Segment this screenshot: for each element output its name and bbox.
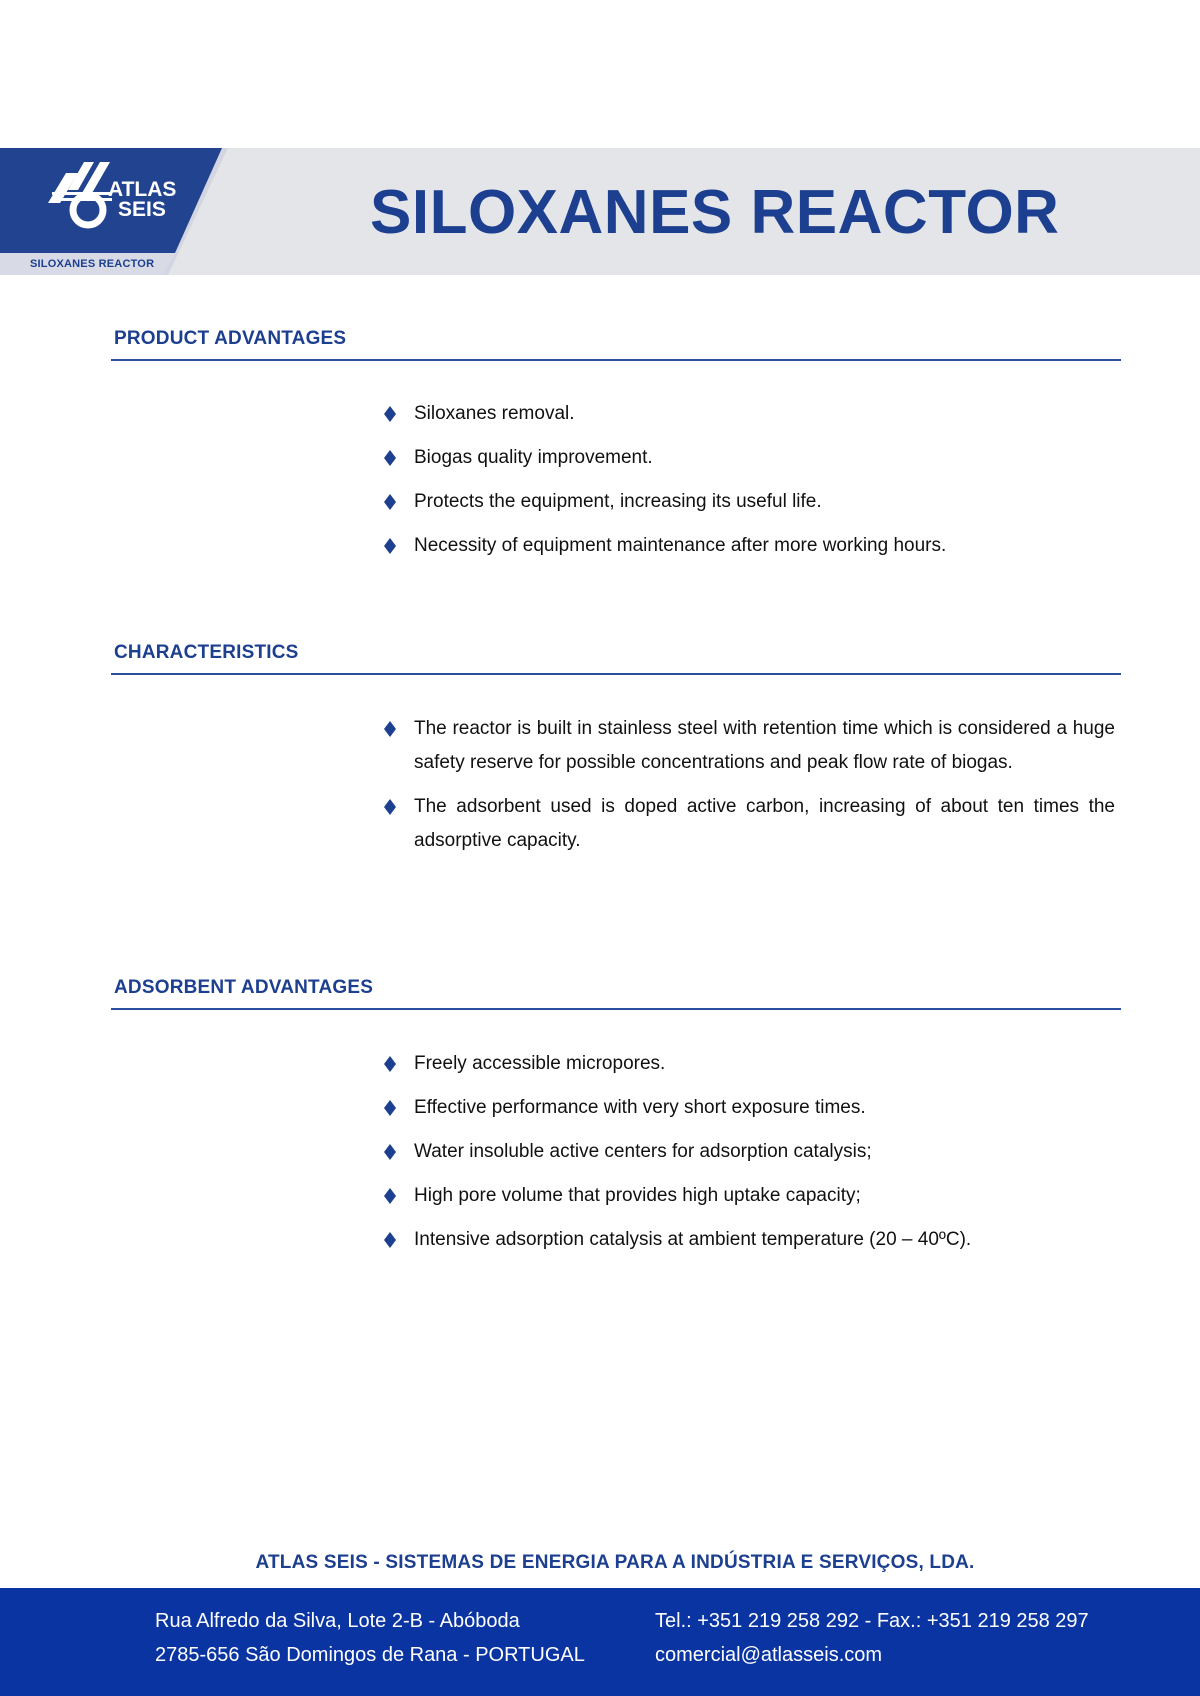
footer-email[interactable]: comercial@atlasseis.com [655,1644,883,1666]
list-item-text: Protects the equipment, increasing its useful life. [414,491,822,512]
section-heading-adsorbent-advantages: ADSORBENT ADVANTAGES [114,977,374,998]
footer-address-line1: Rua Alfredo da Silva, Lote 2-B - Abóboda [155,1610,520,1632]
section-divider [111,1008,1121,1010]
diamond-bullet-icon [384,721,396,737]
list-item [380,790,1115,858]
list-item-text: Water insoluble active centers for adsorption catalysis; [414,1141,872,1162]
list-item [380,485,1115,519]
section-heading-product-advantages: PRODUCT ADVANTAGES [114,328,347,349]
diamond-bullet-icon [384,1232,396,1248]
footer-address-line2: 2785-656 São Domingos de Rana - PORTUGAL [155,1644,585,1666]
logo-text-line1: ATLAS [108,178,177,201]
diamond-bullet-icon [384,1188,396,1204]
banner-subtitle: SILOXANES REACTOR [30,258,155,270]
adsorbent-advantages-list [380,1047,1115,1267]
characteristics-list [380,712,1115,868]
page-title: SILOXANES REACTOR [370,178,1060,247]
diamond-bullet-icon [384,538,396,554]
list-item [380,1135,1115,1169]
diamond-bullet-icon [384,1100,396,1116]
diamond-bullet-icon [384,450,396,466]
list-item-text: The reactor is built in stainless steel with retention time which is considered a huge safety reserve for possible concentrations and peak flow rate of biogas. [414,718,1115,773]
list-item [380,712,1115,780]
diamond-bullet-icon [384,799,396,815]
footer-phone-fax: Tel.: +351 219 258 292 - Fax.: +351 219 258 297 [655,1610,1089,1632]
section-heading-characteristics: CHARACTERISTICS [114,642,299,663]
diamond-bullet-icon [384,1056,396,1072]
logo-text-line2: SEIS [118,198,166,221]
list-item [380,1047,1115,1081]
diamond-bullet-icon [384,494,396,510]
list-item-text: The adsorbent used is doped active carbon, increasing of about ten times the adsorptive capacity. [414,796,1115,851]
diamond-bullet-icon [384,1144,396,1160]
footer-bar [0,1588,1200,1696]
list-item-text: Necessity of equipment maintenance after more working hours. [414,535,947,556]
section-divider [111,673,1121,675]
list-item-text: Biogas quality improvement. [414,447,653,468]
list-item-text: High pore volume that provides high uptake capacity; [414,1185,861,1206]
list-item [380,1223,1115,1257]
diamond-bullet-icon [384,406,396,422]
footer-company-name: ATLAS SEIS - SISTEMAS DE ENERGIA PARA A INDÚSTRIA E SERVIÇOS, LDA. [255,1552,975,1573]
product-advantages-list [380,397,1115,573]
list-item-text: Freely accessible micropores. [414,1053,666,1074]
list-item-text: Intensive adsorption catalysis at ambient temperature (20 – 40ºC). [414,1229,972,1250]
list-item-text: Siloxanes removal. [414,403,575,424]
list-item-text: Effective performance with very short exposure times. [414,1097,866,1118]
section-divider [111,359,1121,361]
list-item [380,1091,1115,1125]
list-item [380,441,1115,475]
list-item [380,529,1115,563]
list-item [380,1179,1115,1213]
logo-text [108,180,176,220]
list-item [380,397,1115,431]
